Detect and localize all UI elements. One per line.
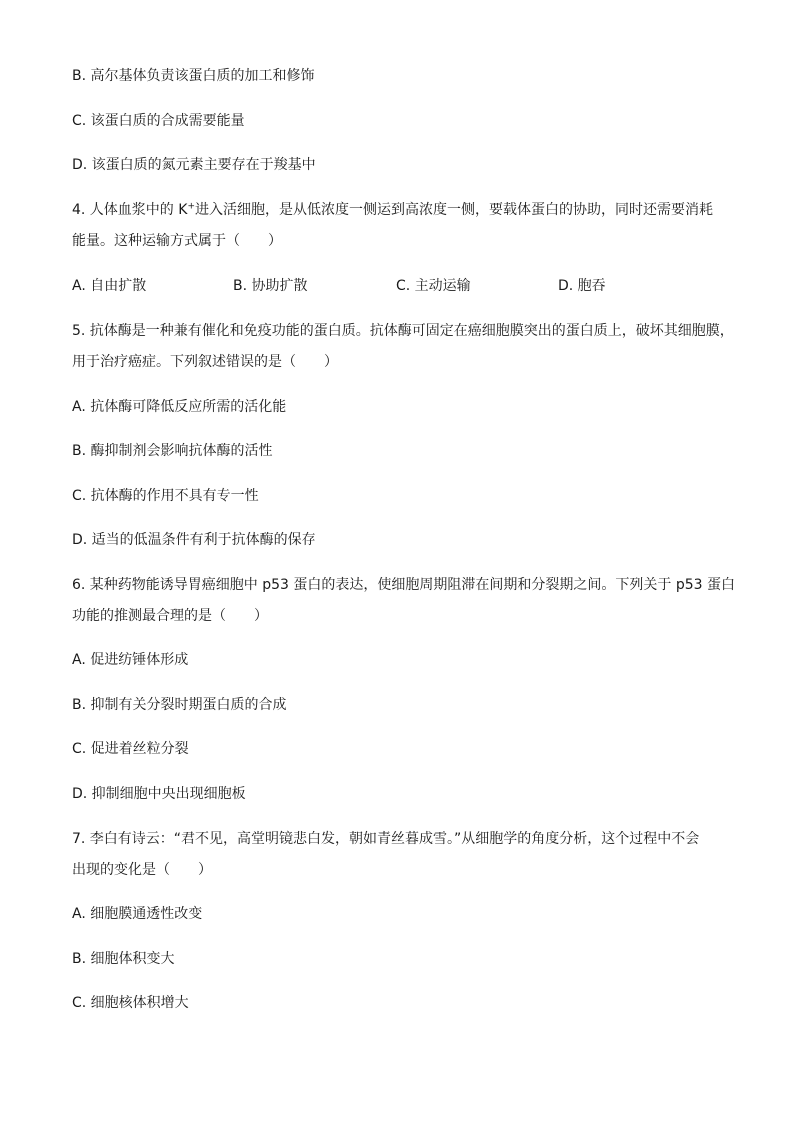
q5-option-c: C. 抗体酶的作用不具有专一性 [72,488,259,504]
q7-option-c: C. 细胞核体积增大 [72,995,189,1011]
q5-option-d: D. 适当的低温条件有利于抗体酶的保存 [72,532,316,548]
q7-stem-line1: 7. 李白有诗云：“君不见，高堂明镜悲白发，朝如青丝暮成雪。”从细胞学的角度分析，这个过程中不会 [72,831,700,847]
q5-stem-line1: 5. 抗体酶是一种兼有催化和免疫功能的蛋白质。抗体酶可固定在癌细胞膜突出的蛋白质上，破坏其细胞膜， [72,323,734,339]
q6-option-d: D. 抑制细胞中央出现细胞板 [72,786,246,802]
q6-stem-line2: 功能的推测最合理的是（ ） [72,608,268,624]
q7-option-b: B. 细胞体积变大 [72,951,175,967]
q4-stem-text-a: 4. 人体血浆中的 K [72,202,188,218]
q3-option-b: B. 高尔基体负责该蛋白质的加工和修饰 [72,68,315,84]
q7-option-a: A. 细胞膜通透性改变 [72,906,203,922]
q4-option-a: A. 自由扩散 [72,278,147,294]
q4-superscript: + [187,201,195,212]
q3-option-d: D. 该蛋白质的氮元素主要存在于羧基中 [72,157,316,173]
q5-option-b: B. 酶抑制剂会影响抗体酶的活性 [72,443,273,459]
q3-option-c: C. 该蛋白质的合成需要能量 [72,113,245,129]
q5-option-a: A. 抗体酶可降低反应所需的活化能 [72,399,287,415]
q4-stem-text-b: 进入活细胞，是从低浓度一侧运到高浓度一侧，要载体蛋白的协助，同时还需要消耗 [195,202,713,218]
q6-option-b: B. 抑制有关分裂时期蛋白质的合成 [72,697,287,713]
q6-option-a: A. 促进纺锤体形成 [72,652,189,668]
q4-stem-line1 [72,200,713,220]
q4-option-c: C. 主动运输 [396,278,471,294]
q4-option-b: B. 协助扩散 [233,278,308,294]
q4-stem-line2: 能量。这种运输方式属于（ ） [72,233,282,249]
q4-options-row [72,276,722,296]
q6-option-c: C. 促进着丝粒分裂 [72,741,189,757]
q7-stem-line2: 出现的变化是（ ） [72,862,212,878]
q5-stem-line2: 用于治疗癌症。下列叙述错误的是（ ） [72,354,338,370]
q6-stem-line1: 6. 某种药物能诱导胃癌细胞中 p53 蛋白的表达，使细胞周期阻滞在间期和分裂期之间。下列关于 p53 蛋白 [72,577,736,593]
q4-option-d: D. 胞吞 [558,278,606,294]
